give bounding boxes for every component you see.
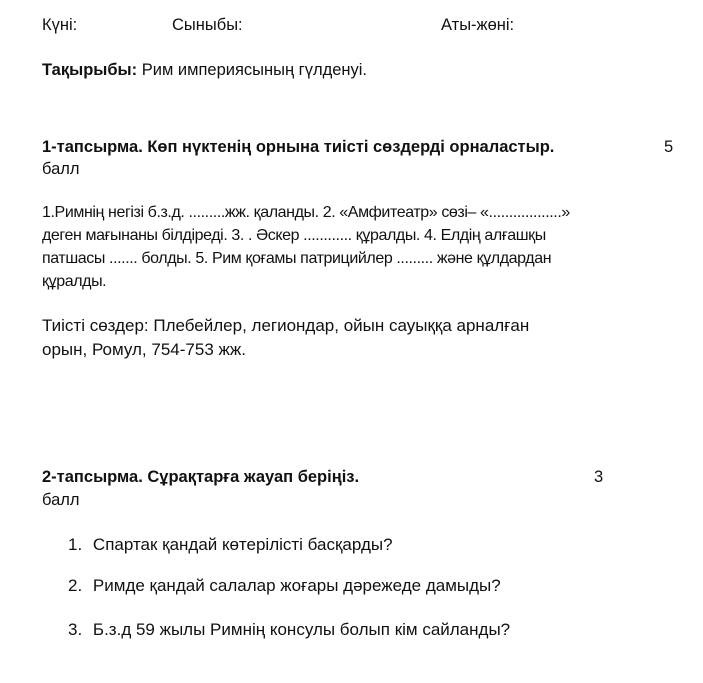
- question-number: 3.: [68, 620, 83, 639]
- topic-label: Тақырыбы:: [42, 61, 138, 79]
- task1-score-number: 5: [664, 138, 674, 156]
- topic-value: Рим империясының гүлденуі.: [141, 61, 367, 79]
- topic-line: [42, 61, 367, 80]
- task2-score-number: 3: [594, 468, 604, 486]
- name-label: Аты-жөні:: [441, 16, 515, 34]
- task1-words-line: Тиісті сөздер: Плебейлер, легиондар, ойын сауыққа арналған: [42, 316, 530, 335]
- question-item: [68, 535, 393, 555]
- question-number: 2.: [68, 576, 83, 595]
- question-item: [68, 576, 501, 596]
- task1-text-line: құралды.: [42, 273, 107, 290]
- question-item: [68, 620, 510, 640]
- task1-title: 1-тапсырма. Көп нүктенің орнына тиісті сөздерді орналастыр.: [42, 138, 555, 156]
- task2-score-unit: балл: [42, 491, 80, 509]
- task1-words-line: орын, Ромул, 754-753 жж.: [42, 340, 246, 359]
- question-number: 1.: [68, 535, 83, 554]
- task1-score-unit: балл: [42, 160, 80, 178]
- task1-text-line: 1.Римнің негізі б.з.д. .........жж. қаланды. 2. «Амфитеатр» сөзі– «..................»: [42, 204, 570, 221]
- question-text: Римде қандай салалар жоғары дәрежеде дамыды?: [92, 576, 501, 595]
- date-label: Күні:: [42, 16, 78, 34]
- class-label: Сыныбы:: [172, 16, 243, 34]
- task1-text-line: деген мағынаны білдіреді. 3. . Әскер ............ құралды. 4. Елдің алғашқы: [42, 227, 546, 244]
- question-text: Б.з.д 59 жылы Римнің консулы болып кім сайланды?: [92, 620, 511, 639]
- question-text: Спартак қандай көтерілісті басқарды?: [92, 535, 393, 554]
- task2-title: 2-тапсырма. Сұрақтарға жауап беріңіз.: [42, 468, 360, 486]
- task1-text-line: патшасы ....... болды. 5. Рим қоғамы патрицийлер ......... және құлдардан: [42, 250, 552, 267]
